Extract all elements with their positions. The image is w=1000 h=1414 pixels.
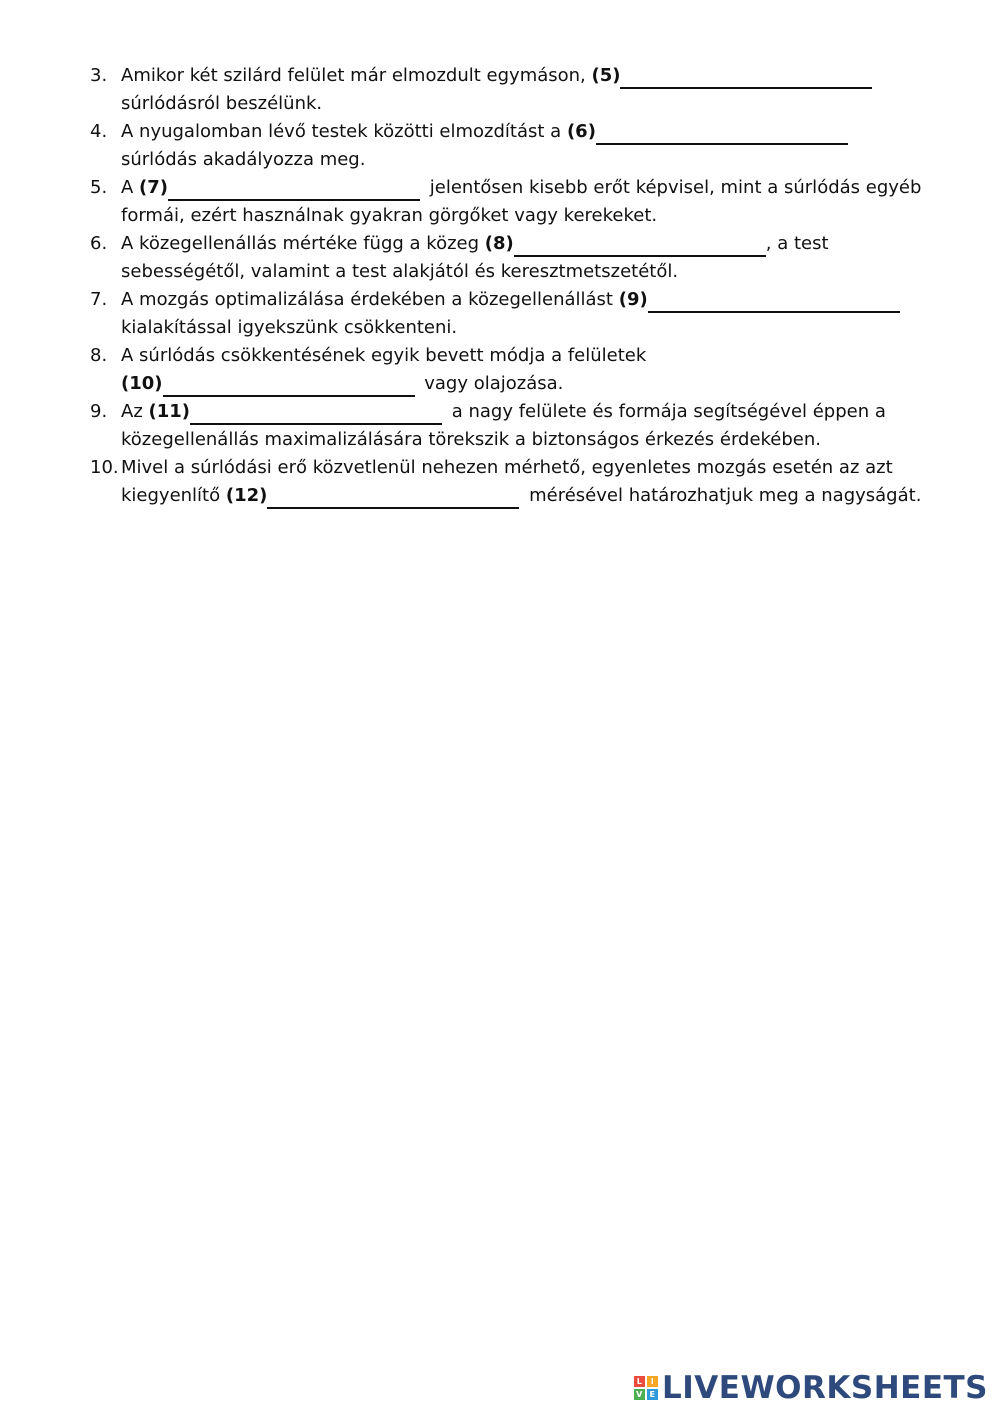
- question-text: sebességétől, valamint a test alakjától és keresztmetszetétől.: [121, 261, 679, 282]
- question-text: Mivel a súrlódási erő közvetlenül nehezen mérhető, egyenletes mozgás esetén az azt: [121, 457, 893, 478]
- answer-input-11[interactable]: [190, 403, 442, 425]
- blank-code: (9): [618, 289, 648, 310]
- question-number: 9.: [90, 401, 108, 422]
- question-text: A: [121, 177, 140, 198]
- answer-input-9[interactable]: [648, 291, 900, 313]
- question-9: [90, 398, 950, 454]
- blank-code: (7): [139, 177, 169, 198]
- blank-code: (8): [484, 233, 514, 254]
- logo-letter: I: [647, 1376, 658, 1387]
- answer-input-6[interactable]: [596, 123, 848, 145]
- question-text: Amikor két szilárd felület már elmozdult egymáson,: [121, 65, 592, 86]
- question-10: [90, 454, 950, 510]
- question-text: A nyugalomban lévő testek közötti elmozdítást a: [121, 121, 567, 142]
- question-5: [90, 174, 950, 230]
- answer-input-5[interactable]: [620, 67, 872, 89]
- question-text: súrlódásról beszélünk.: [121, 93, 323, 114]
- liveworksheets-logo[interactable]: [634, 1370, 988, 1406]
- question-text: mérésével határozhatjuk meg a nagyságát.: [529, 485, 922, 506]
- blank-code: (11): [148, 401, 190, 422]
- logo-letter: E: [647, 1389, 658, 1400]
- question-3: [90, 62, 950, 118]
- brand-name: LIVEWORKSHEETS: [662, 1370, 988, 1406]
- question-text: A közegellenállás mértéke függ a közeg: [121, 233, 485, 254]
- answer-input-12[interactable]: [267, 487, 519, 509]
- question-number: 4.: [90, 121, 108, 142]
- blank-code: (5): [591, 65, 621, 86]
- question-text: a nagy felülete és formája segítségével éppen a: [451, 401, 886, 422]
- question-text: súrlódás akadályozza meg.: [121, 149, 366, 170]
- question-text: formái, ezért használnak gyakran görgőket vagy kerekeket.: [121, 205, 658, 226]
- question-number: 5.: [90, 177, 108, 198]
- question-7: [90, 286, 950, 342]
- question-6: [90, 230, 950, 286]
- question-number: 7.: [90, 289, 108, 310]
- question-text: kiegyenlítő: [121, 485, 226, 506]
- question-text: Az: [121, 401, 149, 422]
- question-number: 8.: [90, 345, 108, 366]
- blank-code: (10): [121, 373, 163, 394]
- worksheet: [90, 62, 950, 510]
- question-number: 3.: [90, 65, 108, 86]
- answer-input-8[interactable]: [514, 235, 766, 257]
- logo-letter: L: [634, 1376, 645, 1387]
- question-text: , a test: [765, 233, 829, 254]
- question-8: [90, 342, 950, 398]
- question-text: A súrlódás csökkentésének egyik bevett módja a felületek: [121, 345, 647, 366]
- logo-letter: V: [634, 1389, 645, 1400]
- question-text: vagy olajozása.: [424, 373, 564, 394]
- question-4: [90, 118, 950, 174]
- answer-input-7[interactable]: [168, 179, 420, 201]
- question-text: jelentősen kisebb erőt képvisel, mint a súrlódás egyéb: [429, 177, 922, 198]
- logo-icon: [634, 1376, 658, 1400]
- question-text: közegellenállás maximalizálására törekszik a biztonságos érkezés érdekében.: [121, 429, 822, 450]
- question-text: A mozgás optimalizálása érdekében a közegellenállást: [121, 289, 619, 310]
- answer-input-10[interactable]: [163, 375, 415, 397]
- blank-code: (12): [225, 485, 268, 506]
- question-text: kialakítással igyekszünk csökkenteni.: [121, 317, 458, 338]
- blank-code: (6): [566, 121, 596, 142]
- question-number: 6.: [90, 233, 108, 254]
- question-number: 10.: [90, 457, 119, 478]
